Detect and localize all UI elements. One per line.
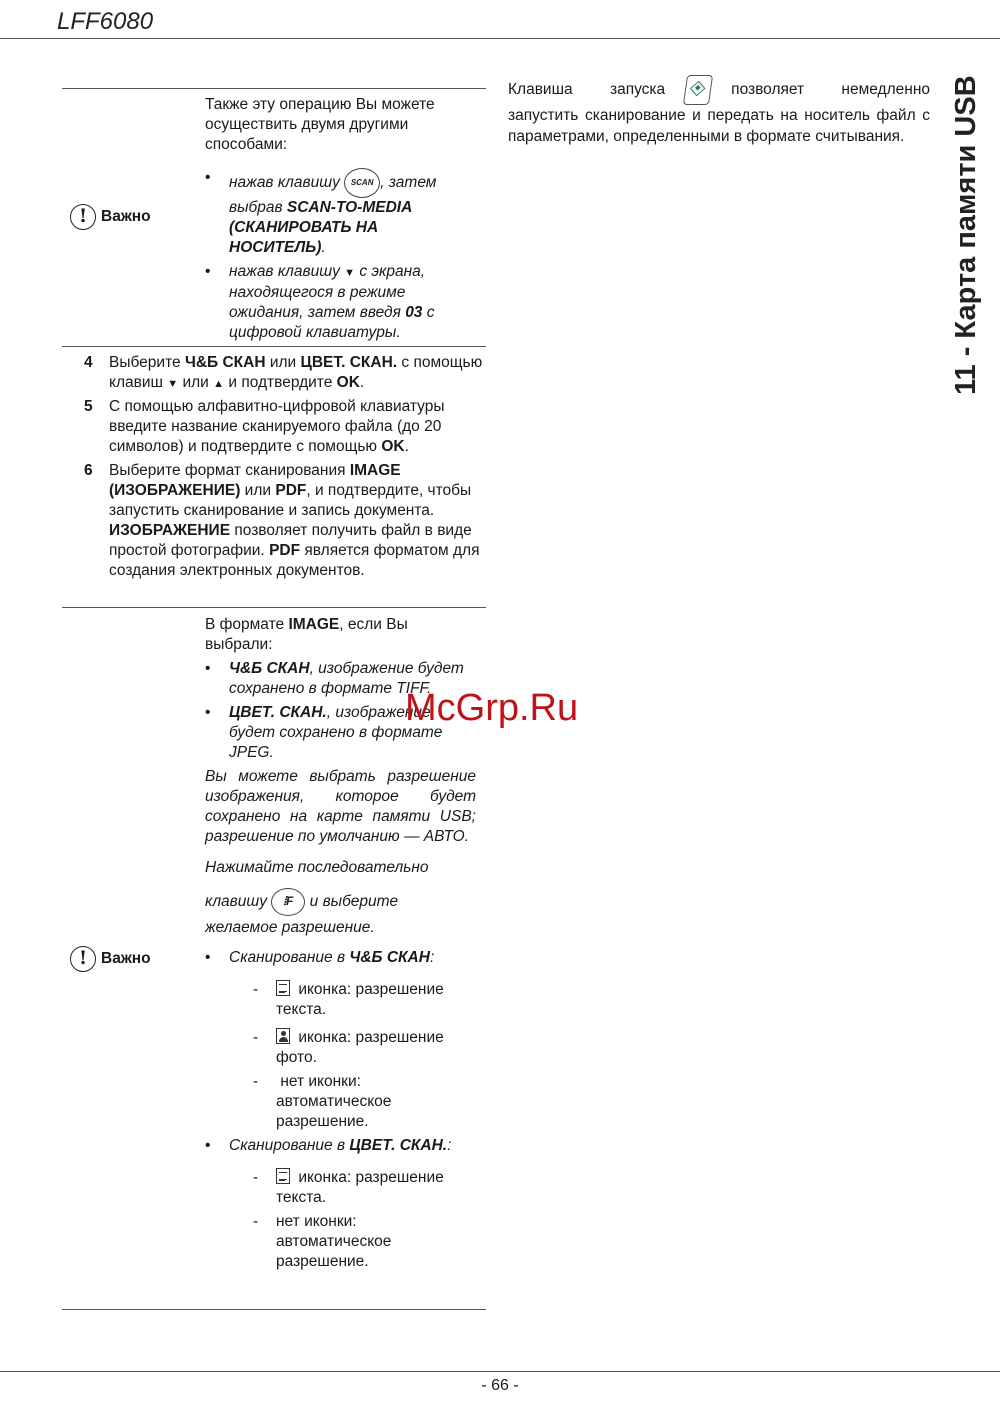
header-rule [0,38,1000,39]
bw-item-photo-label: иконка: разрешение фото. [276,1029,444,1066]
note1-bullet-1: • нажав клавишу SCAN , затем выбрав SCAN-TO-MEDIA (СКАНИРОВАТЬ НА НОСИТЕЛЬ). [205,169,437,256]
chapter-tab: 11 - Карта памяти USB [950,75,982,395]
step4-t1: Выберите [109,354,181,371]
text-icon [276,980,290,996]
note2-color-pre: Сканирование в [229,1137,346,1154]
arrow-up-icon: ▲ [213,378,225,390]
photo-icon [276,1028,290,1044]
note2-bw-bold: Ч&Б СКАН [349,949,430,966]
note1-bullet-2: • нажав клавишу ▼ с экрана, находящегося в режиме ожидания, затем введя 03 с цифровой клавиатуры. [205,263,435,341]
note2-top-rule [62,607,486,608]
note2-b2-text: , изображение будет сохранено в формате JPEG. [229,704,443,761]
model-name: LFF6080 [57,8,154,35]
step4-b2: ЦВЕТ. СКАН. [300,354,398,371]
step6-t2: или [244,482,272,499]
step6-t5: является форматом для создания электронных документов. [109,542,480,579]
step4-t3: с помощью клавиш [109,354,483,391]
note2-bw-end: : [429,949,435,966]
step6-t4: позволяет получить файл в виде простой фотографии. [109,522,472,559]
note2-press-line1 [205,858,476,878]
important-icon: ! [70,204,96,230]
note2-label [70,946,151,972]
step-5 [84,397,484,457]
note1-label-text: Важно [101,208,151,225]
step5-t1: С помощью алфавитно-цифровой клавиатуры введите название сканируемого файла (до 20 символов) и подтвердите с помощью [109,398,445,455]
step-6 [84,461,484,581]
scan-key-icon: SCAN [344,168,380,198]
bw-item-text-label: иконка: разрешение текста. [276,981,444,1018]
note2-intro [205,615,476,655]
note2-intro-bold: IMAGE [288,616,340,633]
bw-item-photo: - иконка: разрешение фото. [253,1029,444,1066]
step6-b1: IMAGE (ИЗОБРАЖЕНИЕ) [109,462,401,499]
resolution-key-icon: ⦙F [271,888,305,916]
step-4 [84,353,484,394]
start-key-paragraph [508,75,930,147]
color-item-text-label: иконка: разрешение текста. [276,1169,444,1206]
step6-b4: PDF [269,542,301,559]
step4-t5: и подтвердите [228,374,333,391]
note2-bottom-rule [62,1309,486,1310]
step4-t4: или [182,374,209,391]
note2-intro-pre: В формате [205,616,285,633]
bw-item-text: - иконка: разрешение текста. [253,981,444,1018]
note2-press-key-post: и выберите [309,893,399,911]
note2-press-end: желаемое разрешение. [205,919,375,936]
note2-color-bold: ЦВЕТ. СКАН. [349,1137,448,1154]
note2-press-pre: Нажимайте последовательно [205,859,429,876]
note2-bw-pre: Сканирование в [229,949,346,966]
arrow-down-icon: ▼ [344,267,356,279]
page-number: - 66 - [481,1377,519,1394]
step4-b3: OK [336,374,360,391]
start-key-icon [683,75,713,105]
step5-b1: OK [381,438,405,455]
note2-press-line3 [205,918,476,938]
step5-t2: . [404,438,409,455]
note2-b1-text: , изображение будет сохранено в формате TIFF. [229,660,464,697]
note1-b2-end: с цифровой клавиатуры. [229,304,435,341]
bw-item-auto: - нет иконки: автоматическое разрешение. [253,1073,392,1130]
step-number: 6 [84,462,93,479]
note1-top-rule [62,88,486,89]
note2-bullet-bw: • Ч&Б СКАН, изображение будет сохранено в формате TIFF. [205,660,464,697]
important-icon: ! [70,946,96,972]
start-para-pre: Клавиша запуска [508,81,666,99]
note1-b1-post: , затем выбрав [229,174,437,216]
watermark: McGrp.Ru [405,687,579,729]
note2-b2-bold: ЦВЕТ. СКАН. [229,704,327,721]
note2-b1-bold: Ч&Б СКАН [229,660,310,677]
note2-label-text: Важно [101,950,151,967]
note2-press-key-pre: клавишу [205,893,268,911]
note1-body [205,95,476,343]
note1-b2-pre: нажав клавишу [229,263,340,280]
footer-rule [0,1371,1000,1372]
step6-t3: , и подтвердите, чтобы запустить сканирование и запись документа. [109,482,472,519]
note2-bw-heading: • Сканирование в Ч&Б СКАН: [205,949,435,966]
color-item-auto: - нет иконки: автоматическое разрешение. [253,1213,392,1270]
step4-b1: Ч&Б СКАН [184,354,266,371]
note1-b1-pre: нажав клавишу [229,174,340,192]
step-number: 4 [84,354,93,371]
step-number: 5 [84,398,93,415]
start-para-post: позволяет немедленно запустить сканирование и передать на носитель файл с параметрами, определенными в формате считывания. [508,81,930,145]
note2-color-end: : [447,1137,452,1154]
step4-t2: или [269,354,297,371]
note1-bottom-rule [62,346,486,347]
color-item-auto-label: нет иконки: автоматическое разрешение. [276,1213,392,1270]
note1-label [70,204,151,230]
note1-intro: Также эту операцию Вы можете осуществить двумя другими способами: [205,96,435,153]
step6-b3: ИЗОБРАЖЕНИЕ [109,522,231,539]
note2-bullet-color: • ЦВЕТ. СКАН., изображение будет сохранено в формате JPEG. [205,704,443,761]
note2-resolution-para [205,767,476,847]
step6-b2: PDF [275,482,307,499]
text-icon [276,1168,290,1184]
bw-item-auto-label: нет иконки: автоматическое разрешение. [276,1073,392,1130]
color-item-text: - иконка: разрешение текста. [253,1169,444,1206]
step4-t6: . [359,374,365,391]
note1-b1-end: . [321,239,326,256]
note2-resolution-text: Вы можете выбрать разрешение изображения, которое будет сохранено на карте памяти USB; разрешение по умолчанию — АВТО. [205,768,476,845]
note2-intro-post: , если Вы выбрали: [205,616,408,653]
note1-b2-post: с экрана, находящегося в режиме ожидания, затем введя [229,263,426,321]
note2-press-line2 [205,888,476,916]
note1-b2-bold: 03 [405,304,423,321]
step6-t1: Выберите формат сканирования [109,462,346,479]
note1-b1-bold: SCAN-TO-MEDIA (СКАНИРОВАТЬ НА НОСИТЕЛЬ) [229,199,412,256]
note2-color-heading: • Сканирование в ЦВЕТ. СКАН.: [205,1137,452,1154]
arrow-down-icon: ▼ [167,378,179,390]
